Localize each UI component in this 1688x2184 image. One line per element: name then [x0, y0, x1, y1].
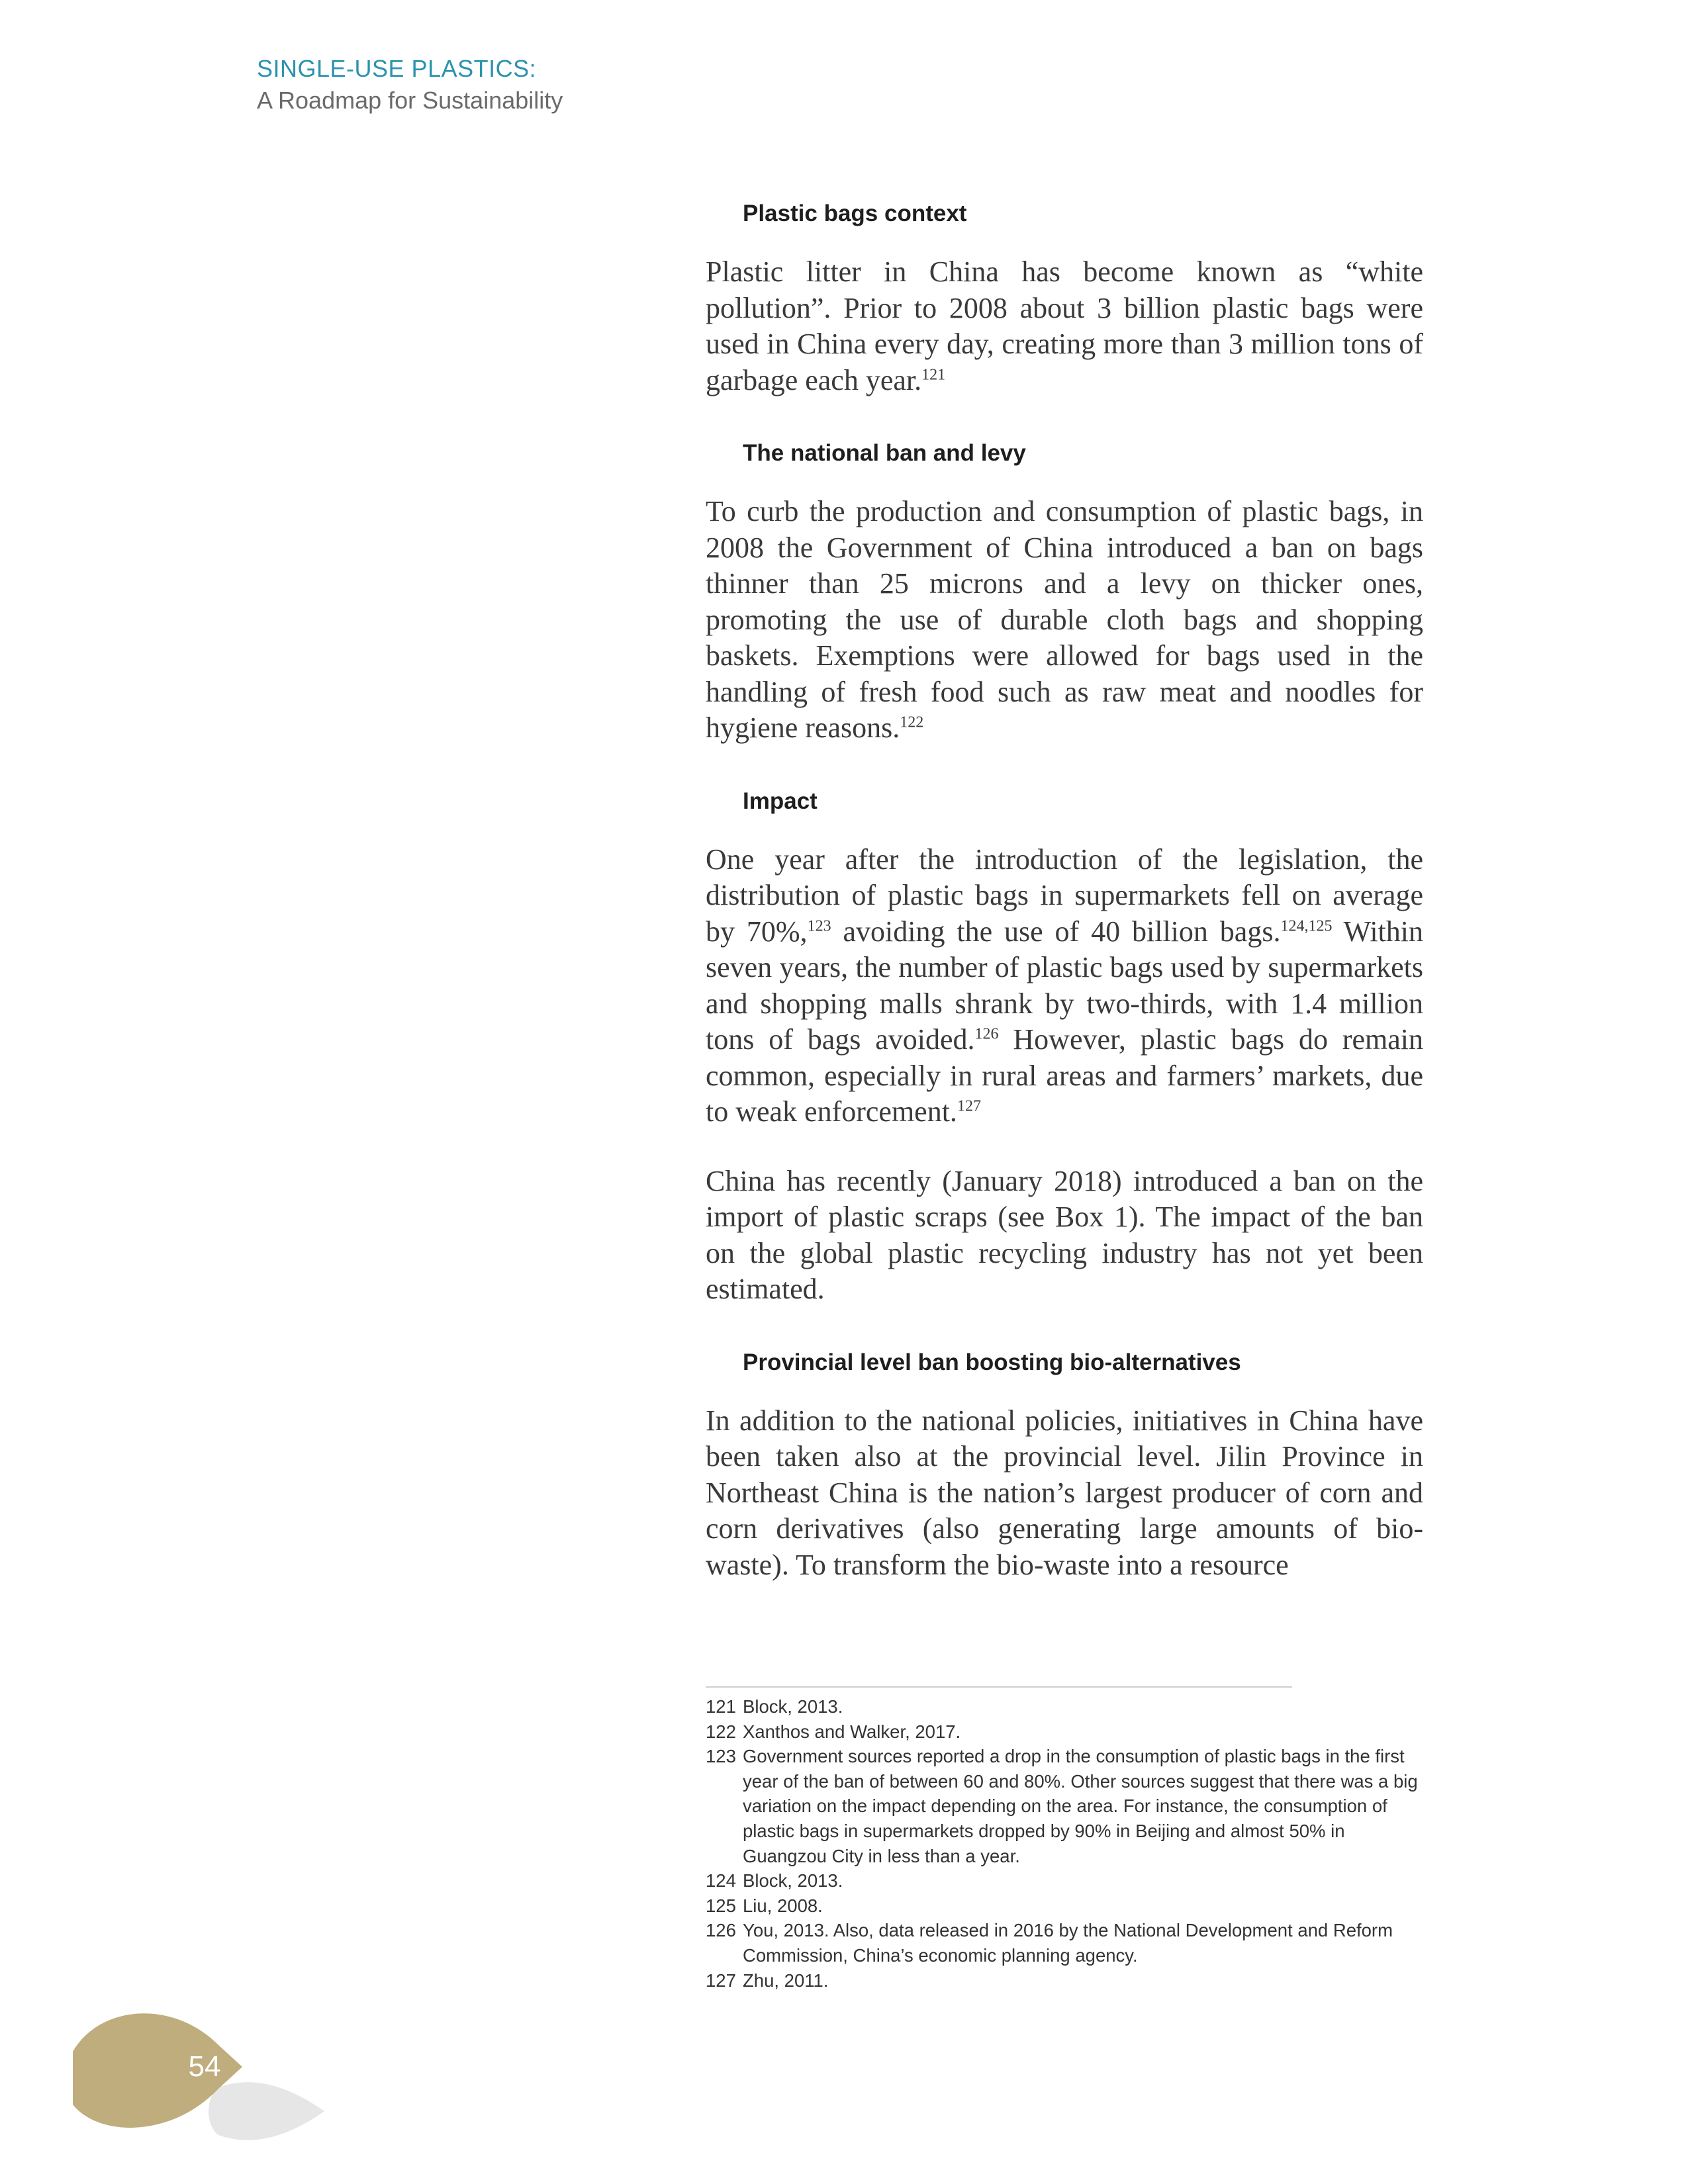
- footnote-item: [706, 1868, 1427, 1893]
- footnote-ref: 126: [974, 1025, 999, 1043]
- paragraph-text: avoiding the use of 40 billion bags.: [831, 915, 1281, 948]
- footnote-item: [706, 1719, 1427, 1745]
- footnote-ref: 127: [957, 1097, 981, 1115]
- section-heading-provincial-ban: Provincial level ban boosting bio-alternatives: [743, 1349, 1241, 1375]
- paragraph-text: To curb the production and consumption of plastic bags, in 2008 the Government of China introduced a ban on bags thinner than 25 microns and a levy on thicker ones, promoting the use of durable cloth bags and shopping baskets. Exemptions were allowed for bags used in the handling of fresh food such as raw meat and noodles for hygiene reasons.: [706, 495, 1423, 744]
- paragraph-provincial-ban: In addition to the national policies, initiatives in China have been taken also at the provincial level. Jilin Province in Northeast China is the nation’s largest producer of corn and corn derivatives (also generating large amounts of bio-waste). To transform the bio-waste into a resource: [706, 1404, 1423, 1581]
- footnote-number: 125: [706, 1895, 736, 1916]
- paragraph-impact: [706, 842, 1423, 1130]
- footnote-number: 122: [706, 1721, 736, 1742]
- footnote-text: Zhu, 2011.: [743, 1970, 829, 1991]
- paragraph-import-ban: China has recently (January 2018) introduced a ban on the import of plastic scraps (see Box 1). The impact of the ban on the global plastic recycling industry has not yet been estimated.: [706, 1164, 1423, 1305]
- page-number: 54: [188, 2050, 221, 2083]
- running-head: [257, 53, 563, 116]
- footnote-number: 126: [706, 1920, 736, 1941]
- section-heading-plastic-bags-context: Plastic bags context: [743, 201, 967, 226]
- paragraph-text: One year after the introduction of the legislation, the distribution of plastic bags in supermarkets fell on average by 70%,: [706, 842, 1423, 948]
- footnotes: [706, 1694, 1427, 1993]
- footnote-number: 121: [706, 1696, 736, 1717]
- footnote-number: 127: [706, 1970, 736, 1991]
- footnote-item: [706, 1918, 1427, 1968]
- running-head-subtitle: A Roadmap for Sustainability: [257, 87, 563, 114]
- paragraph-national-ban: [706, 494, 1423, 747]
- footnote-item: [706, 1744, 1427, 1868]
- paragraph-plastic-bags-context: [706, 254, 1423, 398]
- paragraph-text: However, plastic bags do remain common, especially in rural areas and farmers’ markets, due to weak enforcement.: [706, 1023, 1424, 1128]
- footnote-ref: 123: [807, 917, 831, 934]
- footnote-text: Liu, 2008.: [743, 1895, 823, 1916]
- paragraph-text: Within seven years, the number of plastic bags used by supermarkets and shopping malls shrank by two-thirds, with 1.4 million tons of bags avoided.: [706, 915, 1423, 1056]
- footnote-text: Block, 2013.: [743, 1696, 843, 1717]
- footnote-divider: [706, 1686, 1292, 1688]
- section-heading-national-ban: The national ban and levy: [743, 440, 1026, 466]
- footnote-text: Xanthos and Walker, 2017.: [743, 1721, 961, 1742]
- footnote-number: 124: [706, 1870, 736, 1891]
- footnote-text: You, 2013. Also, data released in 2016 by the National Development and Reform Commission, China’s economic planning agency.: [743, 1920, 1393, 1966]
- footnote-ref: 122: [900, 713, 924, 731]
- footnote-item: [706, 1694, 1427, 1719]
- footnote-text: Block, 2013.: [743, 1870, 843, 1891]
- footnote-item: [706, 1893, 1427, 1919]
- main-column: [706, 192, 1423, 1616]
- footnote-text: Government sources reported a drop in the consumption of plastic bags in the first year of the ban of between 60 and 80%. Other sources suggest that there was a big variation on the impact depending on the area. For instance, the consumption of plastic bags in supermarkets dropped by 90% in Beijing and almost 50% in Guangzou City in less than a year.: [743, 1746, 1418, 1866]
- grey-leaf-shape: [209, 2082, 324, 2140]
- footnote-number: 123: [706, 1746, 736, 1767]
- footnote-item: [706, 1968, 1427, 1993]
- paragraph-text: Plastic litter in China has become known as “white pollution”. Prior to 2008 about 3 billion plastic bags were used in China every day, creating more than 3 million tons of garbage each year.: [706, 255, 1423, 396]
- footnote-ref: 121: [921, 365, 946, 383]
- running-head-title: SINGLE-USE PLASTICS:: [257, 55, 537, 82]
- section-heading-impact: Impact: [743, 788, 818, 814]
- footnote-ref: 124,125: [1280, 917, 1333, 934]
